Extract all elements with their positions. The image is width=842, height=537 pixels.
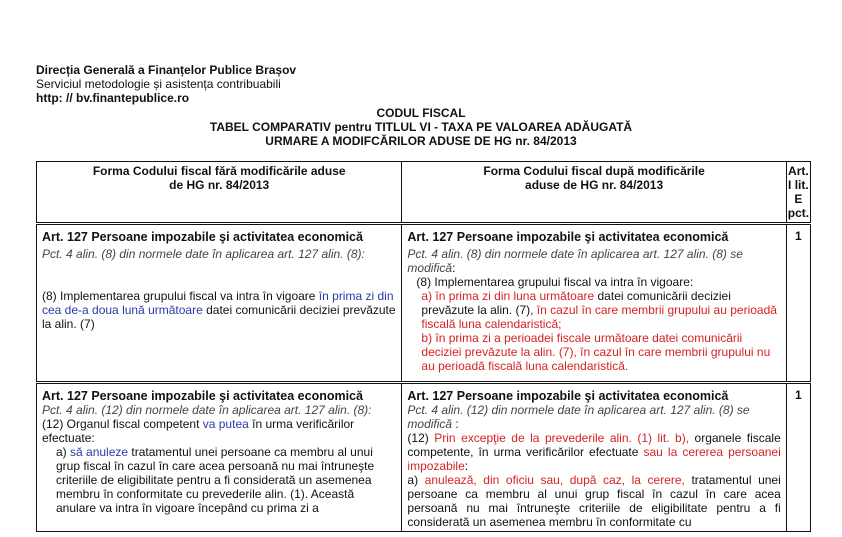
row2-before-cell: [37, 383, 402, 532]
document-titles: [0, 106, 842, 148]
table-header-row: [37, 162, 811, 224]
title-line-3: URMARE A MODIFCĂRILOR ADUSE DE HG nr. 84/2013: [265, 134, 577, 148]
table-row: [37, 224, 811, 383]
title-line-1: CODUL FISCAL: [376, 106, 466, 120]
comparison-table: [36, 161, 811, 532]
website-url: http: // bv.finantepublice.ro: [36, 91, 190, 105]
paragraph-12-a-old: a) să anuleze tratamentul unei persoane ca membru al unui grup fiscal în cazul în care acea persoană nu mai întruneşte criteriile de eligibilitate pentru a fi considerată un asemenea membru în conformitate cu prevederile alin. (1). Această anulare va intra în vigoare începând cu prima zi a: [56, 445, 375, 515]
service-name: Serviciul metodologie și asistența contribuabili: [36, 77, 281, 91]
article-number: 1: [786, 224, 810, 383]
row2-after-cell: [402, 383, 786, 532]
header-article: Art. I lit. E pct.: [786, 162, 810, 224]
title-line-2: TABEL COMPARATIV pentru TITLUL VI - TAXA PE VALOAREA ADĂUGATĂ: [209, 120, 633, 134]
article-heading: Art. 127 Persoane impozabile şi activitatea economică: [407, 389, 729, 403]
header-before: Forma Codului fiscal fără modificările aduse de HG nr. 84/2013: [37, 162, 402, 224]
paragraph-12-a-new: a) anulează, din oficiu sau, după caz, la cerere, tratamentul unei persoane ca membru al unui grup fiscal în cazul în care acea persoană nu mai întruneşte criteriile de eligibilitate pentru a fi considerată un asemenea membru în conformitate cu: [407, 473, 781, 529]
article-heading: Art. 127 Persoane impozabile şi activitatea economică: [42, 389, 363, 403]
norm-reference: Pct. 4 alin. (8) din normele date în aplicarea art. 127 alin. (8) se modifică:: [407, 247, 743, 275]
paragraph-8-old: (8) Implementarea grupului fiscal va intra în vigoare în prima zi din cea de-a doua lună următoare datei comunicării deciziei prevăzute la alin. (7): [42, 289, 396, 331]
article-number: 1: [786, 383, 810, 532]
norm-reference: Pct. 4 alin. (12) din normele date în aplicarea art. 127 alin. (8):: [42, 403, 372, 417]
paragraph-8-intro: (8) Implementarea grupului fiscal va intra în vigoare:: [416, 275, 694, 289]
paragraph-8-a: a) în prima zi din luna următoare datei comunicării deciziei prevăzute la alin. (7), în cazul în care membrii grupului au perioadă fiscală luna calendaristică;: [421, 289, 777, 331]
article-heading: Art. 127 Persoane impozabile şi activitatea economică: [42, 230, 363, 244]
table-row: [37, 383, 811, 532]
header-after: Forma Codului fiscal după modificările aduse de HG nr. 84/2013: [402, 162, 786, 224]
row1-after-cell: [402, 224, 786, 383]
norm-reference: Pct. 4 alin. (12) din normele date în aplicarea art. 127 alin. (8) se modifică :: [407, 403, 750, 431]
row1-before-cell: [37, 224, 402, 383]
paragraph-8-b: b) în prima zi a perioadei fiscale următoare datei comunicării deciziei prevăzute la alin. (7), în cazul în care membrii grupului nu au perioadă fiscală luna calendaristică.: [421, 331, 771, 373]
norm-reference: Pct. 4 alin. (8) din normele date în aplicarea art. 127 alin. (8):: [42, 247, 365, 261]
organization-name: Direcția Generală a Finanțelor Publice Brașov: [36, 63, 297, 77]
article-heading: Art. 127 Persoane impozabile şi activitatea economică: [407, 230, 729, 244]
paragraph-12-old: (12) Organul fiscal competent va putea în urma verificărilor efectuate:: [42, 417, 355, 445]
paragraph-12-new: (12) Prin excepţie de la prevederile alin. (1) lit. b), organele fiscale competente, în urma verificărilor efectuate sau la cererea persoanei impozabile:: [407, 431, 781, 473]
document-header: [36, 63, 296, 105]
